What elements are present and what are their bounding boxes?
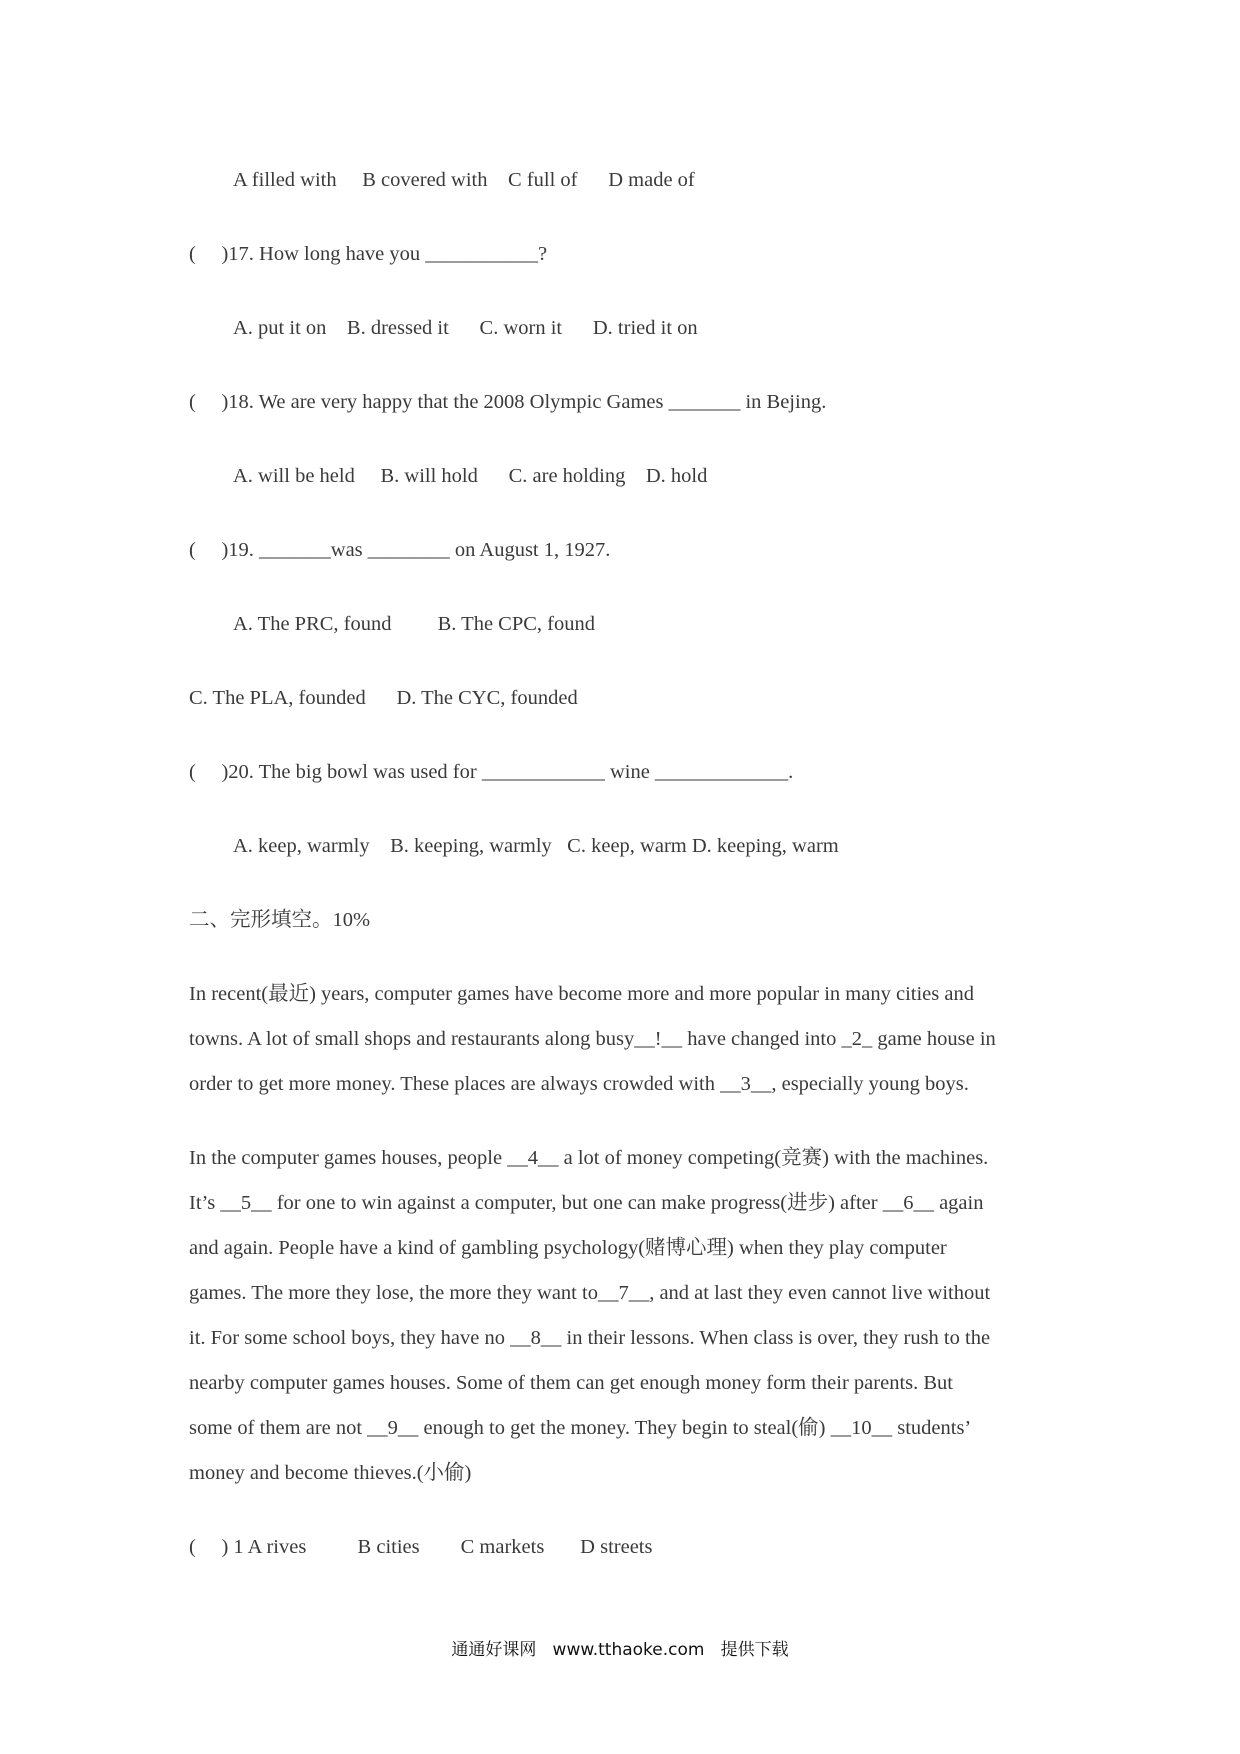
q19-options-cd: C. The PLA, founded D. The CYC, founded xyxy=(189,687,578,709)
passage-line: towns. A lot of small shops and restaurants along busy__!__ have changed into _2_ game house in xyxy=(189,1028,996,1050)
q19-options-ab: A. The PRC, found B. The CPC, found xyxy=(233,613,596,635)
q20-stem: ( )20. The big bowl was used for ____________ wine _____________. xyxy=(189,761,794,783)
section-heading: 二、完形填空。10% xyxy=(189,909,371,931)
passage-line: some of them are not __9__ enough to get the money. They begin to steal(偷) __10__ students’ xyxy=(189,1417,972,1439)
passage-line: It’s __5__ for one to win against a computer, but one can make progress(进步) after __6__ again xyxy=(189,1192,984,1214)
passage-line: it. For some school boys, they have no __8__ in their lessons. When class is over, they rush to the xyxy=(189,1327,991,1349)
passage-line: order to get more money. These places are always crowded with __3__, especially young boys. xyxy=(189,1073,969,1095)
q17-stem: ( )17. How long have you ___________? xyxy=(189,243,548,265)
passage-line: games. The more they lose, the more they want to__7__, and at last they even cannot live without xyxy=(189,1282,991,1304)
q18-stem: ( )18. We are very happy that the 2008 Olympic Games _______ in Bejing. xyxy=(189,391,827,413)
passage-line: In recent(最近) years, computer games have become more and more popular in many cities and xyxy=(189,983,974,1005)
passage-line: nearby computer games houses. Some of them can get enough money form their parents. But xyxy=(189,1372,953,1394)
passage-line: and again. People have a kind of gambling psychology(赌博心理) when they play computer xyxy=(189,1237,947,1259)
q16-options: A filled with B covered with C full of D made of xyxy=(233,169,695,191)
footer-credit: 通通好课网 www.tthaoke.com 提供下载 xyxy=(451,1640,789,1660)
passage-line: money and become thieves.(小偷) xyxy=(189,1462,472,1484)
cloze-q1: ( ) 1 A rives B cities C markets D streets xyxy=(189,1536,653,1558)
q17-options: A. put it on B. dressed it C. worn it D. tried it on xyxy=(233,317,698,339)
q20-options: A. keep, warmly B. keeping, warmly C. keep, warm D. keeping, warm xyxy=(233,835,839,857)
q19-stem: ( )19. _______was ________ on August 1, 1927. xyxy=(189,539,611,561)
passage-line: In the computer games houses, people __4__ a lot of money competing(竞赛) with the machines. xyxy=(189,1147,989,1169)
q18-options: A. will be held B. will hold C. are holding D. hold xyxy=(233,465,708,487)
